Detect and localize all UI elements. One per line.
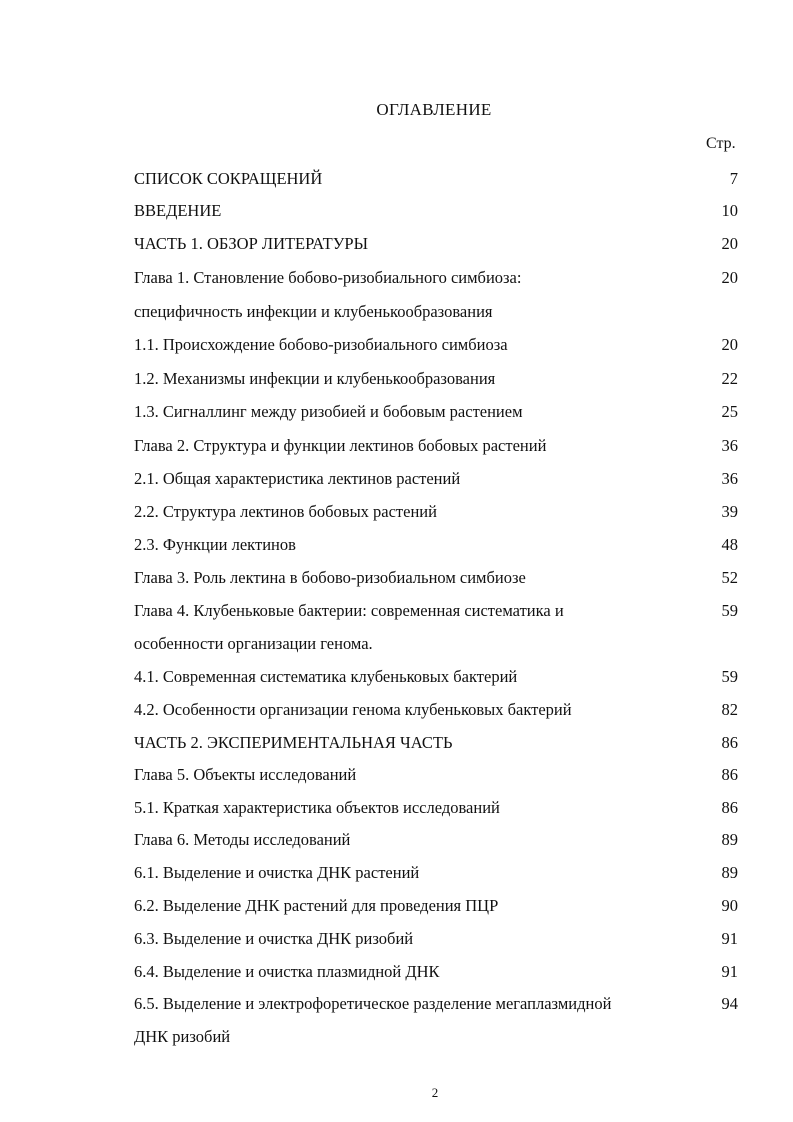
toc-entry [134, 567, 744, 589]
toc-entry [134, 600, 744, 622]
page-number: 2 [431, 1085, 439, 1100]
toc-entry [134, 534, 744, 556]
toc-entry-text: Глава 5. Объекты исследований [134, 765, 357, 784]
toc-entry-text: 2.2. Структура лектинов бобовых растений [134, 502, 437, 521]
toc-entry-page: 91 [721, 929, 738, 948]
toc-entry-text: Глава 2. Структура и функции лектинов бобовых растений [134, 436, 547, 455]
toc-entry-text: 4.1. Современная систематика клубеньковых бактерий [134, 667, 518, 686]
toc-entry [134, 829, 744, 851]
toc-entry [134, 334, 744, 356]
toc-entry-page: 89 [721, 830, 738, 849]
toc-entry-text: Глава 1. Становление бобово-ризобиального симбиоза: [134, 268, 522, 287]
toc-entry-page: 86 [721, 765, 738, 784]
page-column-header: Стр. [706, 135, 736, 152]
toc-entry [134, 895, 744, 917]
toc-entry-text: 4.2. Особенности организации генома клубеньковых бактерий [134, 700, 572, 719]
toc-entry [134, 301, 744, 323]
toc-entry-text: Глава 3. Роль лектина в бобово-ризобиальном симбиозе [134, 568, 526, 587]
toc-entry [134, 699, 744, 721]
toc-entry [134, 764, 744, 786]
toc-entry-page: 48 [721, 535, 738, 554]
toc-entry [134, 435, 744, 457]
toc-entry-text: 1.1. Происхождение бобово-ризобиального симбиоза [134, 335, 508, 354]
toc-entry-text: 6.4. Выделение и очистка плазмидной ДНК [134, 962, 440, 981]
toc-entry-text: особенности организации генома. [134, 634, 373, 653]
toc-entry-text: ДНК ризобий [134, 1027, 231, 1046]
toc-entry-page: 20 [721, 335, 738, 354]
toc-entry [134, 732, 744, 754]
toc-entry-page: 86 [721, 798, 738, 817]
toc-entry [134, 200, 744, 222]
toc-entry [134, 1026, 744, 1048]
toc-entry-text: специфичность инфекции и клубенькообразования [134, 302, 493, 321]
toc-entry [134, 368, 744, 390]
toc-entry-page: 22 [721, 369, 738, 388]
toc-entry-text: ВВЕДЕНИЕ [134, 201, 222, 220]
toc-entry-page: 7 [729, 169, 738, 188]
toc-entry [134, 862, 744, 884]
toc-entry-text: 1.2. Механизмы инфекции и клубенькообразования [134, 369, 496, 388]
toc-entry-text: ЧАСТЬ 1. ОБЗОР ЛИТЕРАТУРЫ [134, 234, 368, 253]
toc-entry-text: 2.1. Общая характеристика лектинов растений [134, 469, 461, 488]
toc-entry-page: 59 [721, 601, 738, 620]
toc-entry [134, 961, 744, 983]
toc-entry [134, 468, 744, 490]
toc-entry [134, 267, 744, 289]
toc-entry [134, 928, 744, 950]
toc-entry [134, 633, 744, 655]
toc-entry-page: 25 [721, 402, 738, 421]
toc-entry-page: 20 [721, 268, 738, 287]
toc-entry [134, 993, 744, 1015]
toc-entry-page: 20 [721, 234, 738, 253]
toc-entry-page: 36 [721, 436, 738, 455]
toc-entry-text: 6.5. Выделение и электрофоретическое разделение мегаплазмидной [134, 994, 612, 1013]
toc-entry-page: 86 [721, 733, 738, 752]
toc-entry-page: 89 [721, 863, 738, 882]
toc-entry-text: 1.3. Сигналлинг между ризобией и бобовым растением [134, 402, 523, 421]
toc-entry [134, 666, 744, 688]
toc-entry-text: Глава 4. Клубеньковые бактерии: современная систематика и [134, 601, 564, 620]
toc-entry-page: 52 [721, 568, 738, 587]
toc-entry-page: 10 [721, 201, 738, 220]
toc-entry-text: СПИСОК СОКРАЩЕНИЙ [134, 169, 323, 188]
toc-entry-page: 59 [721, 667, 738, 686]
toc-entry-text: ЧАСТЬ 2. ЭКСПЕРИМЕНТАЛЬНАЯ ЧАСТЬ [134, 733, 453, 752]
toc-entry-text: Глава 6. Методы исследований [134, 830, 351, 849]
toc-entry-page: 39 [721, 502, 738, 521]
toc-entry-text: 5.1. Краткая характеристика объектов исследований [134, 798, 500, 817]
toc-entry-page: 90 [721, 896, 738, 915]
toc-entry-page: 36 [721, 469, 738, 488]
toc-entry [134, 401, 744, 423]
toc-entry [134, 168, 744, 190]
toc-entry-text: 2.3. Функции лектинов [134, 535, 296, 554]
toc-entry-text: 6.1. Выделение и очистка ДНК растений [134, 863, 420, 882]
toc-entry-page: 91 [721, 962, 738, 981]
toc-entry-page: 94 [721, 994, 738, 1013]
toc-entry-text: 6.2. Выделение ДНК растений для проведения ПЦР [134, 896, 499, 915]
toc-entry-page: 82 [721, 700, 738, 719]
toc-entry [134, 797, 744, 819]
toc-entry-text: 6.3. Выделение и очистка ДНК ризобий [134, 929, 414, 948]
toc-entry [134, 501, 744, 523]
page-title: ОГЛАВЛЕНИЕ [376, 100, 492, 119]
toc-entry [134, 233, 744, 255]
